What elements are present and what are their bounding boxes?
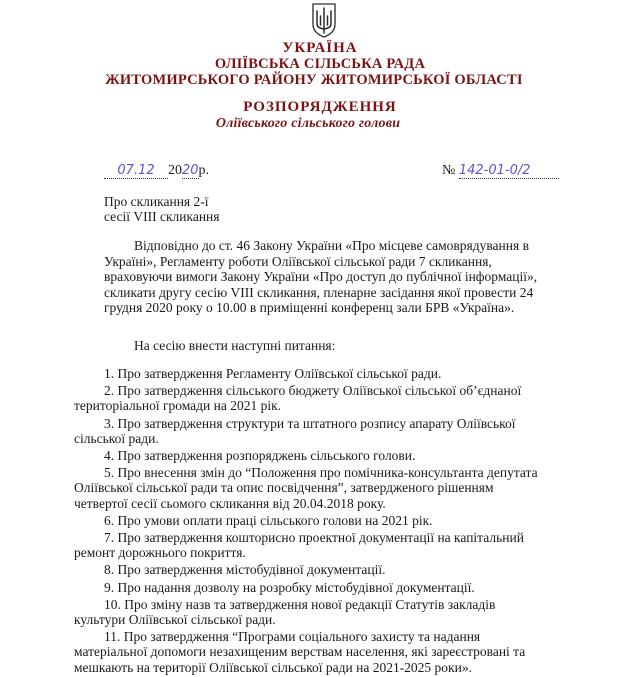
header-doc-type: РОЗПОРЯДЖЕННЯ	[243, 99, 397, 115]
date-suffix: р.	[198, 163, 210, 178]
subject-line: Про скликання 2-ї	[104, 194, 209, 209]
agenda-item-line: 5. Про внесення змін до “Положення про помічника-консультанта депутата	[104, 465, 538, 481]
agenda-list	[74, 366, 574, 677]
handwritten-date: 07.12	[104, 163, 168, 179]
agenda-item-line: Оліївської сільської ради та опис посвідчення”, затвердженого рішенням	[74, 480, 494, 496]
preamble-line: Україні», Регламенту роботи Оліївської сільської ради 7 скликання,	[104, 253, 492, 269]
agenda-item-line: 10. Про зміну назв та затвердження нової редакції Статутів закладів	[104, 596, 496, 612]
agenda-item-line: 9. Про надання дозволу на розробку містобудівної документації.	[104, 579, 475, 595]
agenda-item-line: четвертої сесії сьомого скликання від 20.04.2018 року.	[74, 495, 386, 511]
agenda-item	[74, 448, 574, 465]
agenda-title: На сесію внести наступні питання:	[134, 338, 336, 353]
handwritten-year: 20	[182, 163, 199, 178]
header-issuer: Оліївського сільського голови	[215, 116, 401, 131]
agenda-item-line: культури Оліївської сільської ради.	[74, 612, 276, 628]
agenda-item-line: матеріальної допомоги незахищеним верствам населення, які зареєстровані та	[74, 644, 526, 660]
agenda-item	[74, 562, 574, 579]
agenda-item	[74, 530, 574, 562]
document-date	[104, 163, 209, 179]
agenda-item	[74, 383, 574, 415]
preamble	[104, 238, 584, 316]
agenda-item	[74, 465, 574, 513]
preamble-line: Відповідно до ст. 46 Закону України «Про місцеве самоврядування в	[134, 238, 529, 253]
agenda-item	[74, 629, 574, 677]
header-country: УКРАЇНА	[282, 40, 358, 56]
agenda-item-line: 8. Про затвердження містобудівної документації.	[104, 562, 386, 578]
agenda-item-line: 2. Про затвердження сільського бюджету Оліївської сільської об’єднаної	[104, 383, 522, 399]
agenda-item-line: 11. Про затвердження “Програми соціального захисту та надання	[104, 629, 481, 645]
agenda-item-line: мешкають на території Оліївської сільської ради на 2021-2025 роки».	[74, 659, 472, 675]
header-district: ЖИТОМИРСЬКОГО РАЙОНУ ЖИТОМИРСЬКОЇ ОБЛАСТІ	[105, 72, 523, 88]
agenda-item-line: 3. Про затвердження структури та штатного розпису апарату Оліївської	[104, 415, 516, 431]
date-year-prefix: 20	[168, 163, 182, 178]
preamble-line: враховуючи вимоги Закону України «Про доступ до публічної інформації»,	[104, 269, 538, 284]
agenda-item	[74, 513, 574, 530]
agenda-item	[74, 366, 574, 383]
agenda-item	[74, 416, 574, 448]
subject-line: сесії VIII скликання	[104, 209, 220, 224]
document-subject	[104, 194, 219, 224]
agenda-item-line: територіальної громади на 2021 рік.	[74, 398, 282, 414]
agenda-item-line: 6. Про умови оплати праці сільського голови на 2021 рік.	[104, 512, 433, 528]
handwritten-number: 142-01-0/2	[459, 163, 559, 179]
number-sign: №	[442, 163, 456, 178]
trident-coat-of-arms-icon	[311, 2, 337, 38]
header-council: ОЛІЇВСЬКА СІЛЬСЬКА РАДА	[214, 56, 426, 72]
agenda-item-line: ремонт дорожнього покриття.	[74, 545, 246, 561]
agenda-item-line: 7. Про затвердження кошторисно проектної документації на капітальний	[104, 530, 524, 546]
preamble-line: скликати другу сесію VIII скликання, пленарне засідання якої провести 24	[104, 284, 534, 300]
preamble-line: грудня 2020 року о 10.00 в приміщенні конференц зали БРВ «Україна».	[104, 300, 515, 315]
agenda-item-line: сільської ради.	[74, 430, 159, 446]
document-number	[442, 163, 559, 179]
agenda-item	[74, 597, 574, 629]
agenda-item	[74, 580, 574, 597]
agenda-item-line: 1. Про затвердження Регламенту Оліївської сільської ради.	[104, 366, 442, 381]
agenda-item-line: 4. Про затвердження розпоряджень сільського голови.	[104, 448, 416, 464]
